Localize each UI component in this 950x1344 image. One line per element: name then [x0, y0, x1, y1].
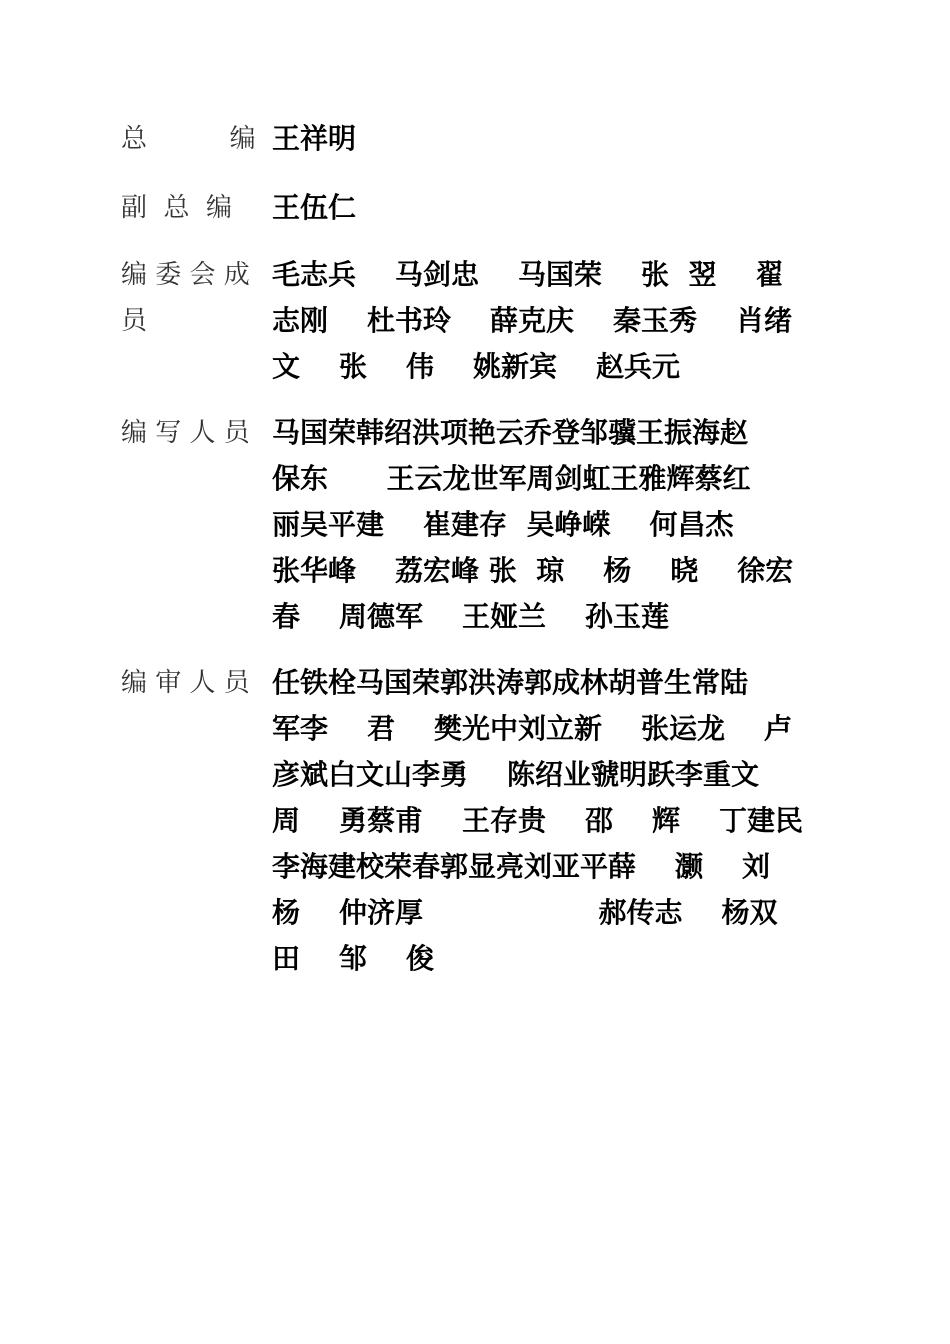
label-line: 编 写 人 员 [121, 418, 250, 448]
name-line: 保东 王云龙世军周剑虹王雅辉蔡红 [272, 462, 751, 495]
name-line: 春 周德军 王娅兰 孙玉莲 [272, 600, 669, 633]
writers-label [121, 410, 255, 456]
name-line: 丽吴平建 崔建存 吴峥嵘 何昌杰 [272, 508, 734, 541]
name-line: 周 勇蔡甫 王存贵 邵 辉 丁建民 [272, 804, 803, 837]
name-line: 杨 仲济厚 郝传志 杨双 [272, 896, 778, 929]
name-line: 王伍仁 [272, 191, 357, 224]
name-line: 王祥明 [272, 122, 357, 155]
name-line: 毛志兵 马剑忠 马国荣 张 翌 翟 [272, 258, 784, 291]
name-line: 任铁栓马国荣郭洪涛郭成林胡普生常陆 [272, 666, 749, 699]
name-line: 张华峰 荔宏峰 张 琼 杨 晓 徐宏 [272, 554, 794, 587]
label-line: 编 委 会 成 [121, 260, 250, 290]
label-line: 副 总 编 [121, 193, 233, 223]
chief-editor-names [272, 116, 802, 162]
label-line: 编 审 人 员 [121, 668, 250, 698]
committee-label [121, 252, 255, 344]
name-line: 志刚 杜书玲 薛克庆 秦玉秀 肖绪 [272, 304, 792, 337]
name-line: 田 邹 俊 [272, 942, 434, 975]
name-line: 李海建校荣春郭显亮刘亚平薛 灏 刘 [272, 850, 770, 883]
label-line: 总 编 [121, 124, 256, 154]
reviewers-names [272, 660, 802, 982]
deputy-editor-label [121, 185, 255, 231]
chief-editor-label [121, 116, 255, 162]
deputy-editor-names [272, 185, 802, 231]
label-line: 员 [121, 306, 148, 336]
name-line: 文 张 伟 姚新宾 赵兵元 [272, 350, 680, 383]
name-line: 彦斌白文山李勇 陈绍业虢明跃李重文 [272, 758, 759, 791]
committee-names [272, 252, 802, 390]
writers-names [272, 410, 802, 640]
name-line: 马国荣韩绍洪项艳云乔登邹骥王振海赵 [272, 416, 749, 449]
name-line: 军李 君 樊光中刘立新 张运龙 卢 [272, 712, 792, 745]
reviewers-label [121, 660, 255, 706]
